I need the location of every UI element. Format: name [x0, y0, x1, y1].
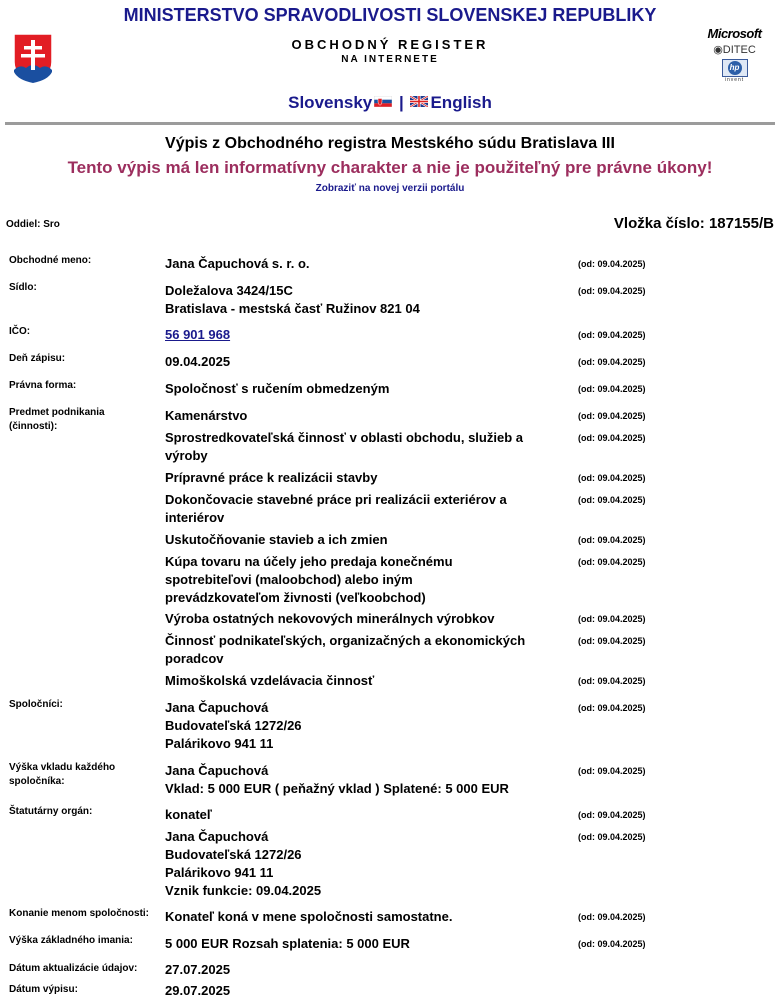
member-line: Jana Čapuchová — [165, 829, 269, 844]
valid-from: (od: 09.04.2025) — [578, 766, 646, 776]
valid-from: (od: 09.04.2025) — [578, 259, 646, 269]
partner-line: Budovateľská 1272/26 — [165, 718, 302, 733]
valid-from: (od: 09.04.2025) — [578, 912, 646, 922]
valid-from: (od: 09.04.2025) — [578, 433, 646, 443]
activity-line: prevádzkovateľom živnosti (veľkoobchod) — [165, 590, 426, 605]
hp-logo: hp — [722, 59, 748, 77]
new-version-link[interactable]: Zobraziť na novej verzii portálu — [315, 183, 465, 194]
deposit-line: Vklad: 5 000 EUR ( peňažný vklad ) Splatené: 5 000 EUR — [165, 781, 509, 796]
field-value: Spoločnosť s ručením obmedzeným — [165, 381, 390, 396]
address-line: Doležalova 3424/15C — [165, 283, 293, 298]
activity-line: Kamenárstvo — [165, 408, 248, 423]
uk-flag-icon — [410, 96, 428, 107]
deposit-line: Jana Čapuchová — [165, 763, 269, 778]
oddiel-label: Oddiel: Sro — [6, 219, 60, 230]
vlozka-number: Vložka číslo: 187155/B — [613, 215, 774, 232]
field-value — [165, 407, 570, 425]
field-value — [165, 699, 570, 753]
field-value — [165, 326, 570, 344]
valid-from: (od: 09.04.2025) — [578, 357, 646, 367]
field-value — [165, 469, 570, 487]
informative-warning: Tento výpis má len informatívny charakter a nie je použiteľný pre právne úkony! — [67, 158, 713, 177]
field-label: Konanie menom spoločnosti: — [9, 908, 150, 919]
ditec-logo: ◉DITEC — [713, 44, 756, 56]
field-label: Výška základného imania: — [9, 935, 133, 946]
slovak-flag-icon — [374, 96, 392, 107]
member-line: Palárikovo 941 11 — [165, 865, 274, 880]
field-value: 09.04.2025 — [165, 354, 231, 369]
field-value — [165, 553, 570, 607]
label-line: Predmet podnikania — [9, 407, 105, 418]
partner-line: Palárikovo 941 11 — [165, 736, 274, 751]
valid-from: (od: 09.04.2025) — [578, 473, 646, 483]
field-value: 27.07.2025 — [165, 962, 231, 977]
activity-line: Kúpa tovaru na účely jeho predaja konečnému — [165, 554, 453, 569]
field-value: 29.07.2025 — [165, 983, 231, 998]
address-line: Bratislava - mestská časť Ružinov 821 04 — [165, 301, 420, 316]
field-label: Dátum aktualizácie údajov: — [9, 963, 138, 974]
hp-invent-label: invent — [724, 77, 745, 83]
valid-from: (od: 09.04.2025) — [578, 676, 646, 686]
valid-from: (od: 09.04.2025) — [578, 614, 646, 624]
label-line: (činnosti): — [9, 421, 58, 432]
activity-line: poradcov — [165, 651, 224, 666]
field-value: Jana Čapuchová s. r. o. — [165, 256, 310, 271]
member-line: Budovateľská 1272/26 — [165, 847, 302, 862]
field-label — [9, 406, 159, 434]
activity-line: Činnosť podnikateľských, organizačných a ekonomických — [165, 633, 526, 648]
activity-line: Dokončovacie stavebné práce pri realizácii exteriérov a — [165, 492, 507, 507]
microsoft-logo: Microsoft — [707, 26, 762, 41]
page-title: Výpis z Obchodného registra Mestského súdu Bratislava III — [165, 135, 615, 152]
valid-from: (od: 09.04.2025) — [578, 832, 646, 842]
field-value — [165, 672, 570, 690]
activity-line: Uskutočňovanie stavieb a ich zmien — [165, 532, 388, 547]
valid-from: (od: 09.04.2025) — [578, 286, 646, 296]
activity-line: spotrebiteľovi (maloobchod) alebo iným — [165, 572, 413, 587]
valid-from: (od: 09.04.2025) — [578, 330, 646, 340]
valid-from: (od: 09.04.2025) — [578, 636, 646, 646]
activity-line: Mimoškolská vzdelávacia činnosť — [165, 673, 375, 688]
field-value — [165, 828, 570, 900]
valid-from: (od: 09.04.2025) — [578, 703, 646, 713]
field-value: konateľ — [165, 807, 212, 822]
field-label: Právna forma: — [9, 380, 77, 391]
activity-line: výroby — [165, 448, 208, 463]
new-version-link-container — [0, 183, 780, 194]
member-line: Vznik funkcie: 09.04.2025 — [165, 883, 322, 898]
valid-from: (od: 09.04.2025) — [578, 535, 646, 545]
partner-line: Jana Čapuchová — [165, 700, 269, 715]
valid-from: (od: 09.04.2025) — [578, 810, 646, 820]
valid-from: (od: 09.04.2025) — [578, 384, 646, 394]
register-title: OBCHODNÝ REGISTER — [291, 37, 489, 52]
lang-separator: | — [398, 93, 404, 112]
field-label: Sídlo: — [9, 282, 37, 293]
activity-line: Prípravné práce k realizácii stavby — [165, 470, 378, 485]
valid-from: (od: 09.04.2025) — [578, 939, 646, 949]
label-line: spoločníka: — [9, 776, 65, 787]
field-label: Deň zápisu: — [9, 353, 66, 364]
field-label — [9, 761, 159, 789]
field-value — [165, 429, 570, 465]
header-divider — [5, 122, 775, 125]
field-label: Obchodné meno: — [9, 255, 92, 266]
valid-from: (od: 09.04.2025) — [578, 411, 646, 421]
field-value: Konateľ koná v mene spoločnosti samostatne. — [165, 909, 453, 924]
field-label: Štatutárny orgán: — [9, 806, 93, 817]
field-value — [165, 762, 570, 798]
field-label: Spoločníci: — [9, 699, 63, 710]
ministry-title: MINISTERSTVO SPRAVODLIVOSTI SLOVENSKEJ REPUBLIKY — [123, 5, 657, 25]
sponsor-logos — [697, 26, 772, 83]
field-value — [165, 531, 570, 549]
lang-english-link[interactable]: English — [408, 93, 491, 112]
activity-line: Sprostredkovateľská činnosť v oblasti obchodu, služieb a — [165, 430, 523, 445]
register-subtitle: NA INTERNETE — [341, 54, 439, 65]
page-header — [0, 0, 780, 122]
field-value — [165, 632, 570, 668]
field-value: 5 000 EUR Rozsah splatenia: 5 000 EUR — [165, 936, 410, 951]
field-value — [165, 282, 570, 318]
field-label: Dátum výpisu: — [9, 984, 78, 995]
label-line: Výška vkladu každého — [9, 762, 116, 773]
valid-from: (od: 09.04.2025) — [578, 495, 646, 505]
ico-link[interactable]: 56 901 968 — [165, 327, 231, 342]
field-label: IČO: — [9, 326, 31, 337]
lang-slovak-link[interactable]: Slovensky — [288, 93, 394, 112]
valid-from: (od: 09.04.2025) — [578, 557, 646, 567]
activity-line: Výroba ostatných nekovových minerálnych výrobkov — [165, 611, 495, 626]
field-value — [165, 491, 570, 527]
field-value — [165, 610, 570, 628]
language-switcher — [0, 93, 780, 113]
activity-line: interiérov — [165, 510, 225, 525]
